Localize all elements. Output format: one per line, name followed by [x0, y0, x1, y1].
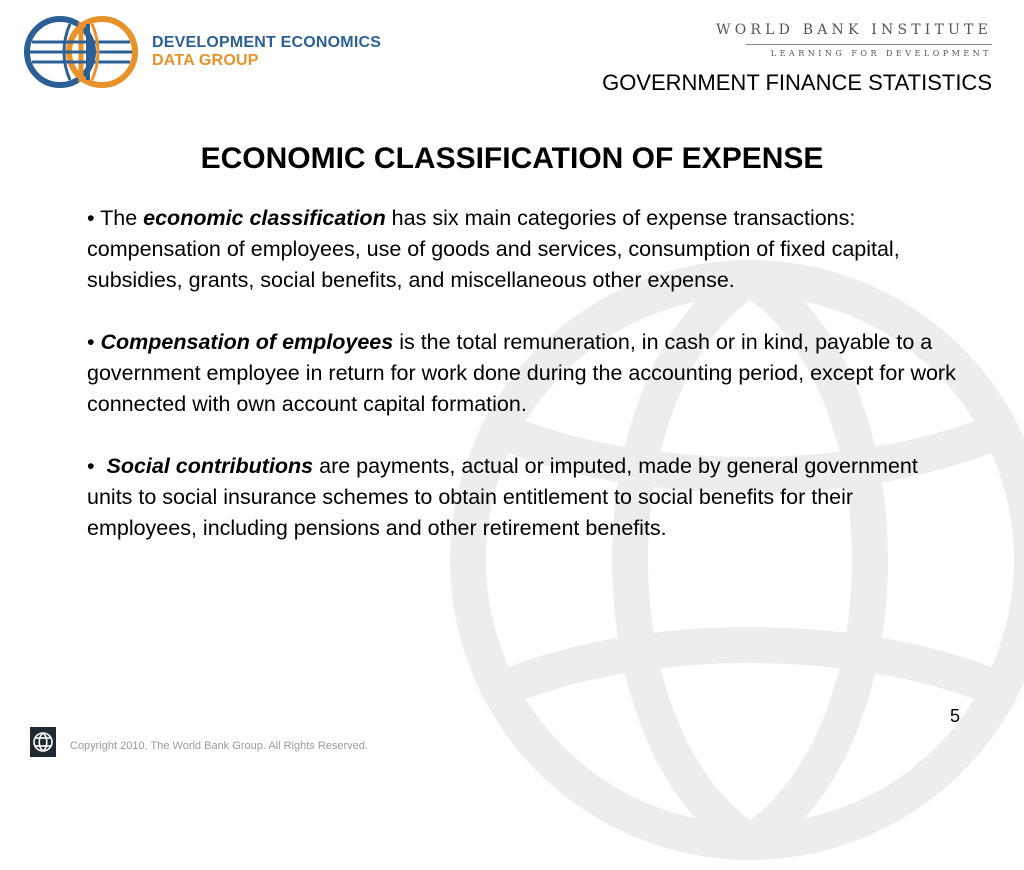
development-economics-logo [22, 12, 382, 98]
institute-title: WORLD BANK INSTITUTE [716, 22, 992, 38]
paragraph-text: is the total remuneration, in cash or in kind, payable to a government employee in return for work done during the accounting period, except for work connected with own account capital formation. [87, 330, 956, 416]
slide-title: ECONOMIC CLASSIFICATION OF EXPENSE [200, 142, 824, 175]
logo-text-line1: DEVELOPMENT ECONOMICS [152, 34, 382, 51]
institute-divider [746, 44, 992, 45]
copyright-notice: Copyright 2010, The World Bank Group. All Rights Reserved. [70, 740, 368, 752]
term: Social contributions [106, 454, 314, 478]
world-bank-institute-logo [692, 22, 992, 58]
institute-subtitle: LEARNING FOR DEVELOPMENT [770, 49, 992, 58]
paragraph-text: are payments, actual or imputed, made by general government units to social insurance schemes to obtain entitlement to social benefits for their employees, including pensions and other retirement benefits. [87, 454, 918, 540]
bullet: • [87, 454, 107, 478]
paragraph-social-contributions [87, 451, 967, 544]
paragraph-text: has six main categories of expense transactions: compensation of employees, use of goods and services, consumption of fixed capital, subsidies, grants, social benefits, and miscellaneous other expense. [87, 206, 900, 292]
series-title: GOVERNMENT FINANCE STATISTICS [602, 70, 992, 95]
slide-body [87, 203, 967, 575]
bullet: • The [87, 206, 144, 230]
term: economic classification [143, 206, 386, 230]
paragraph-compensation [87, 327, 967, 420]
bullet: • [87, 330, 101, 354]
world-bank-globe-icon [30, 727, 56, 757]
page-number: 5 [950, 706, 961, 726]
logo-text-line2: DATA GROUP [152, 52, 259, 69]
paragraph-economic-classification [87, 203, 967, 296]
globe-logo-icon [22, 12, 147, 98]
term: Compensation of employees [100, 330, 394, 354]
